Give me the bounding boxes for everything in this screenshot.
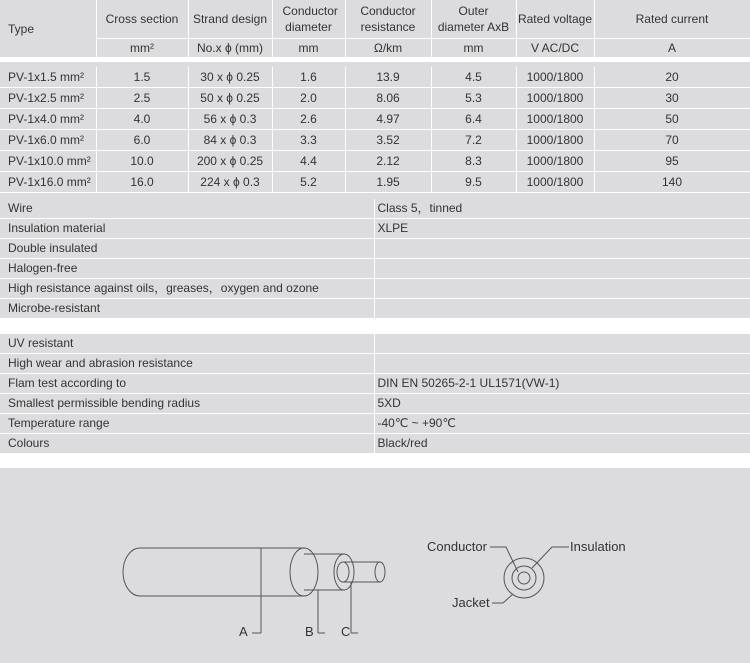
table-cell: 70 xyxy=(594,130,750,151)
table-cell: 4.5 xyxy=(431,67,516,88)
unit-rated-current: A xyxy=(594,39,750,58)
property-value: Black/red xyxy=(374,434,750,454)
table-cell: 50 xyxy=(594,109,750,130)
table-cell: 1.6 xyxy=(272,67,345,88)
table-cell: 200 x ϕ 0.25 xyxy=(188,151,272,172)
unit-strand-design: No.x ϕ (mm) xyxy=(188,39,272,58)
conductor-label: Conductor xyxy=(427,539,487,554)
cell-type: PV-1x4.0 mm² xyxy=(0,109,96,130)
table-cell: 3.3 xyxy=(272,130,345,151)
property-name: Temperature range xyxy=(0,414,374,434)
col-header-rated-voltage: Rated voltage xyxy=(516,0,594,39)
jacket-ring xyxy=(504,558,544,598)
property-value xyxy=(374,239,750,259)
table-cell: 13.9 xyxy=(345,67,431,88)
table-row xyxy=(0,172,750,193)
conductor-end xyxy=(337,562,349,582)
table-cell: 5.2 xyxy=(272,172,345,193)
property-value xyxy=(374,259,750,279)
table-cell: 224 x ϕ 0.3 xyxy=(188,172,272,193)
col-header-rated-current: Rated current xyxy=(594,0,750,39)
table-cell: 4.97 xyxy=(345,109,431,130)
property-value xyxy=(374,354,750,374)
table-cell: 30 xyxy=(594,88,750,109)
table-row xyxy=(0,88,750,109)
property-name: Smallest permissible bending radius xyxy=(0,394,374,414)
callout-a-label: A xyxy=(239,624,248,639)
table-cell: 2.0 xyxy=(272,88,345,109)
property-name: Wire xyxy=(0,199,374,219)
cell-type: PV-1x10.0 mm² xyxy=(0,151,96,172)
table-cell: 56 x ϕ 0.3 xyxy=(188,109,272,130)
property-row xyxy=(0,259,750,279)
property-row xyxy=(0,279,750,299)
table-row xyxy=(0,130,750,151)
unit-outer-diameter: mm xyxy=(431,39,516,58)
table-cell: 2.5 xyxy=(96,88,188,109)
property-value: DIN EN 50265-2-1 UL1571(VW-1) xyxy=(374,374,750,394)
table-cell: 1.5 xyxy=(96,67,188,88)
property-name: Halogen-free xyxy=(0,259,374,279)
property-value: XLPE xyxy=(374,219,750,239)
property-name: Microbe-resistant xyxy=(0,299,374,319)
col-header-cross-section: Cross section xyxy=(96,0,188,39)
cell-type: PV-1x2.5 mm² xyxy=(0,88,96,109)
property-row xyxy=(0,219,750,239)
table-cell: 4.4 xyxy=(272,151,345,172)
table-cell: 30 x ϕ 0.25 xyxy=(188,67,272,88)
table-row xyxy=(0,151,750,172)
property-row xyxy=(0,199,750,219)
table-cell: 3.52 xyxy=(345,130,431,151)
property-value xyxy=(374,334,750,354)
conductor-leader xyxy=(490,547,518,572)
cable-spec-table xyxy=(0,0,750,201)
table-cell: 1000/1800 xyxy=(516,109,594,130)
table-cell: 7.2 xyxy=(431,130,516,151)
property-name: Double insulated xyxy=(0,239,374,259)
table-row xyxy=(0,67,750,88)
unit-conductor-diameter: mm xyxy=(272,39,345,58)
property-value xyxy=(374,299,750,319)
insulation-ring-xs xyxy=(512,566,536,590)
table-cell: 8.3 xyxy=(431,151,516,172)
property-value: 5XD xyxy=(374,394,750,414)
property-row xyxy=(0,354,750,374)
table-cell: 16.0 xyxy=(96,172,188,193)
property-row xyxy=(0,414,750,434)
col-header-outer-diameter: Outer diameter AxB xyxy=(431,0,516,39)
table-cell: 6.0 xyxy=(96,130,188,151)
table-cell: 1000/1800 xyxy=(516,88,594,109)
cell-type: PV-1x16.0 mm² xyxy=(0,172,96,193)
col-header-conductor-resistance: Conductor resistance xyxy=(345,0,431,39)
table-cell: 84 x ϕ 0.3 xyxy=(188,130,272,151)
property-row xyxy=(0,299,750,319)
table-cell: 1.95 xyxy=(345,172,431,193)
jacket-outline xyxy=(123,548,305,596)
callout-b-label: B xyxy=(305,624,314,639)
cable-cross-section-diagram xyxy=(0,468,750,663)
col-header-strand-design: Strand design xyxy=(188,0,272,39)
jacket-label: Jacket xyxy=(452,595,490,610)
cell-type: PV-1x1.5 mm² xyxy=(0,67,96,88)
conductor-core-xs xyxy=(518,572,530,584)
table-row xyxy=(0,109,750,130)
table-cell: 1000/1800 xyxy=(516,67,594,88)
conductor-tip xyxy=(375,562,385,582)
table-cell: 20 xyxy=(594,67,750,88)
cable-drawing xyxy=(0,468,750,663)
insulation-leader xyxy=(532,547,569,568)
table-cell: 2.6 xyxy=(272,109,345,130)
property-row xyxy=(0,374,750,394)
property-value xyxy=(374,279,750,299)
property-name: High resistance against oils，greases，oxygen and ozone xyxy=(0,279,374,299)
table-cell: 50 x ϕ 0.25 xyxy=(188,88,272,109)
col-header-conductor-diameter: Conductor diameter xyxy=(272,0,345,39)
cell-type: PV-1x6.0 mm² xyxy=(0,130,96,151)
table-cell: 10.0 xyxy=(96,151,188,172)
property-row xyxy=(0,334,750,354)
table-cell: 6.4 xyxy=(431,109,516,130)
table-cell: 5.3 xyxy=(431,88,516,109)
insulation-label: Insulation xyxy=(570,539,626,554)
spec-table-body xyxy=(0,57,750,201)
table-cell: 1000/1800 xyxy=(516,151,594,172)
table-cell: 4.0 xyxy=(96,109,188,130)
table-cell: 2.12 xyxy=(345,151,431,172)
property-value: Class 5，tinned xyxy=(374,199,750,219)
unit-rated-voltage: V AC/DC xyxy=(516,39,594,58)
properties-table-1 xyxy=(0,199,750,319)
table-cell: 9.5 xyxy=(431,172,516,193)
properties-table-2 xyxy=(0,334,750,454)
table-cell: 95 xyxy=(594,151,750,172)
property-name: UV resistant xyxy=(0,334,374,354)
header-row xyxy=(0,0,750,39)
property-name: High wear and abrasion resistance xyxy=(0,354,374,374)
table-cell: 8.06 xyxy=(345,88,431,109)
property-row xyxy=(0,394,750,414)
property-value: -40℃ ~ +90℃ xyxy=(374,414,750,434)
property-name: Insulation material xyxy=(0,219,374,239)
unit-cross-section: mm² xyxy=(96,39,188,58)
unit-conductor-resistance: Ω/km xyxy=(345,39,431,58)
insulation-end xyxy=(290,548,318,596)
table-cell: 140 xyxy=(594,172,750,193)
col-header-type: Type xyxy=(0,0,96,57)
table-cell: 1000/1800 xyxy=(516,130,594,151)
table-cell: 1000/1800 xyxy=(516,172,594,193)
jacket-leader xyxy=(492,594,513,603)
unit-row xyxy=(0,39,750,58)
callout-c-label: C xyxy=(341,624,351,639)
property-name: Colours xyxy=(0,434,374,454)
property-name: Flam test according to xyxy=(0,374,374,394)
property-row xyxy=(0,434,750,454)
property-row xyxy=(0,239,750,259)
